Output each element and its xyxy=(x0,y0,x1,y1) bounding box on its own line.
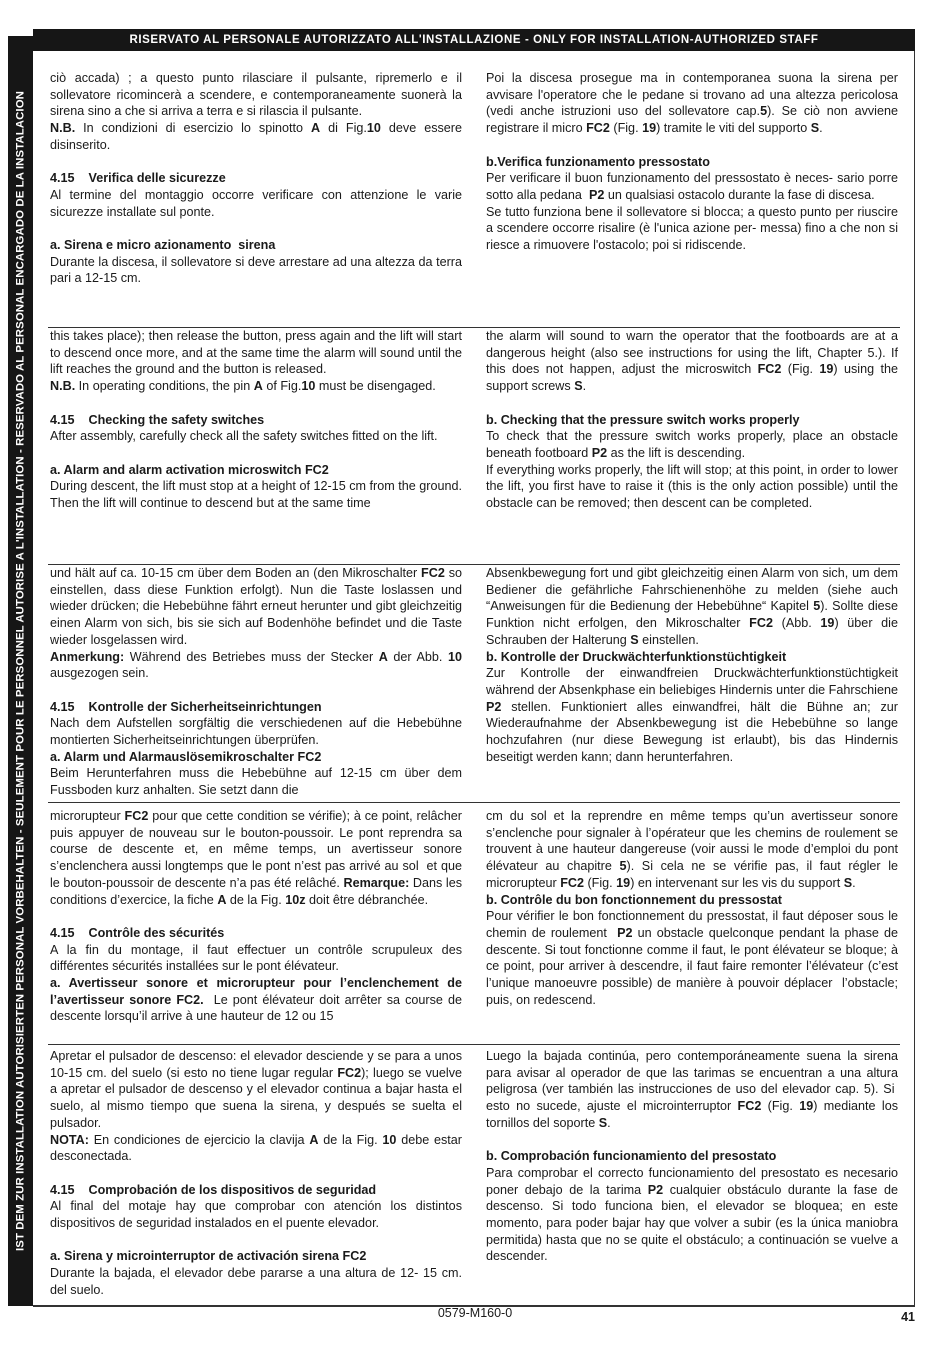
paragraph: Nach dem Aufstellen sorgfältig die verschiedenen auf die Hebebühne montierten Sicherheitseinrichtungen überprüfen. xyxy=(50,716,462,748)
section-heading: 4.15 Verifica delle sicurezze xyxy=(50,171,226,186)
paragraph: microrupteur FC2 pour que cette condition se vérifie); à ce point, relâcher puis appuyer de nouveau sur le bouton-poussoir. Le pont reprendra sa course de descente et, en même temps, un avertisseur sonore s’enclenchera aussi longtemps que le pont n’est pas arrivé au sol et que le bouton-poussoir de descente n’a pas été relâché. Remarque: Dans les conditions d’exercice, la fiche A de la Fig. 10z doit être débranchée. xyxy=(50,809,463,907)
paragraph: Para comprobar el correcto funcionamiento del presostato es necesario poner debajo de la tarima P2 cualquier obstáculo durante la fase de descenso. Si todo funciona bien, el elevador se bloquea; en este momento, para poder bajar hay que volver a subir (es la única maniobra permitida) hasta que no se quite el obstáculo; a continuación se vuelve a descender. xyxy=(486,1165,898,1264)
paragraph: If everything works properly, the lift will stop; at this point, in order to lower the lift, you first have to raise it (this is the only action possible) until the obstacle can be removed; then descent can be completed. xyxy=(486,462,898,511)
section-divider xyxy=(48,802,900,803)
section-heading: b. Comprobación funcionamiento del presostato xyxy=(486,1149,777,1164)
section-german-right-column xyxy=(486,565,898,765)
section-heading: b. Checking that the pressure switch works properly xyxy=(486,412,800,427)
paragraph-spacer xyxy=(486,1132,898,1149)
section-italian-left-column xyxy=(50,70,462,287)
paragraph-spacer xyxy=(50,220,462,237)
paragraph: Luego la bajada continúa, pero contemporáneamente suena la sirena para avisar al operador de que las tarimas se encuentran a una altura peligrosa (ver también las instrucciones de uso del elevador cap. 5). Si esto no sucede, ajuste el microinterruptor FC2 (Fig. 19) mediante los tornillos del soporte S. xyxy=(486,1049,898,1130)
section-french xyxy=(33,802,915,1042)
section-french-right-column xyxy=(486,808,898,1008)
section-divider xyxy=(48,1044,900,1045)
page-frame xyxy=(33,51,915,1307)
paragraph: Durante la discesa, il sollevatore si deve arrestare ad una altezza da terra pari a 12-15 cm. xyxy=(50,254,462,286)
paragraph: To check that the pressure switch works properly, place an obstacle beneath footboard P2 as the lift is descending. xyxy=(486,429,898,460)
paragraph: Al termine del montaggio occorre verificare con attenzione le varie sicurezze installate sul ponte. xyxy=(50,187,462,219)
page-number: 41 xyxy=(901,1310,915,1324)
paragraph-spacer xyxy=(50,395,462,412)
paragraph-spacer xyxy=(486,137,898,154)
section-spanish-right-column xyxy=(486,1048,898,1265)
section-english-right-column xyxy=(486,328,898,512)
section-english xyxy=(33,327,915,561)
paragraph: Zur Kontrolle der einwandfreien Druckwächterfunktionstüchtigkeit während der Absenkphase ein beliebiges Hindernis unter die Fahrschiene P2 stellen. Funktioniert alles einwandfrei, hält die Bühne an; zur Wiederaufnahme der Absenkbewegung ist die Hebebühne so lange hochzufahren (nur diese Bewegung ist erlaubt), bis das Hindernis beseitigt werden kann; dann herunterfahren. xyxy=(486,666,898,764)
paragraph: und hält auf ca. 10-15 cm über dem Boden an (den Mikroschalter FC2 so einstellen, dass diese Funktion erfolgt). Nun die Taste loslassen und wieder drücken; die Hebebühne fährt erneut herunter und gibt gleichzeitig einen Alarm von sich, bis sie sich auf Bodenhöhe befindet und die Taste wieder losgelassen wird. xyxy=(50,566,462,647)
paragraph: N.B. In operating conditions, the pin A of Fig.10 must be disengaged. xyxy=(50,379,436,394)
top-banner: RISERVATO AL PERSONALE AUTORIZZATO ALL'INSTALLAZIONE - ONLY FOR INSTALLATION-AUTHORIZED STAFF xyxy=(33,29,915,51)
paragraph: N.B. In condizioni di esercizio lo spinotto A di Fig.10 deve essere disinserito. xyxy=(50,121,463,152)
paragraph: Apretar el pulsador de descenso: el elevador desciende y se para a unos 10-15 cm. del suelo (si esto no tiene lugar regular FC2); luego se vuelve a apretar el pulsador de descenso y el elevador continua a bajar hasta el suelo, al mismo tiempo que suena la sirena, y después se suelta el pulsador. xyxy=(50,1049,463,1130)
paragraph: cm du sol et la reprendre en même temps qu’un avertisseur sonore s’enclenche pour signaler à l’opérateur que les chemins de roulement se trouvent à une hauteur dangereuse (voir aussi le mode d’emploi du pont élévateur au chapitre 5). Si cela ne se vérifie pas, il faut régler le microrupteur FC2 (Fig. 19) en intervenant sur les vis du support S. xyxy=(486,809,898,890)
paragraph-spacer xyxy=(50,445,462,462)
section-italian-right-column xyxy=(486,70,898,254)
section-spanish-left-column xyxy=(50,1048,462,1299)
paragraph-spacer xyxy=(486,395,898,412)
paragraph: the alarm will sound to warn the operator that the footboards are at a dangerous height (also see instructions for using the lift, Chapter 5.). If this does not happen, adjust the microswitch FC2 (Fig. 19) using the support screws S. xyxy=(486,329,898,394)
paragraph: Se tutto funziona bene il sollevatore si blocca; a questo punto per riuscire a scendere occorre risalire (è l'unica azione per- messa) fino a che non si riesce a rimuovere l'ostacolo; poi si ridiscende. xyxy=(486,204,898,253)
section-german-left-column xyxy=(50,565,462,799)
section-heading: b.Verifica funzionamento pressostato xyxy=(486,154,710,169)
paragraph: a. Avertisseur sonore et microrupteur pour l’enclenchement de l’avertisseur sonore FC2. Le pont élévateur doit arrêter sa course de descente lorsqu’il arrive à une hauteur de 12 ou 15 xyxy=(50,976,462,1024)
section-heading: b. Contrôle du bon fonctionnement du pressostat xyxy=(486,892,782,907)
section-heading: 4.15 Contrôle des sécurités xyxy=(50,925,225,940)
paragraph: Al final del motaje hay que comprobar con atención los distintos dispositivos de seguridad instalados en el puente elevador. xyxy=(50,1199,462,1231)
vertical-side-banner xyxy=(8,36,33,1306)
section-heading: b. Kontrolle der Druckwächterfunktionstüchtigkeit xyxy=(486,649,787,664)
paragraph: ciò accada) ; a questo punto rilasciare il pulsante, ripremerlo e il sollevatore ricomincerà a scendere, e contemporaneamente suonerà la sirena sino a che si arriva a terra e si rilascia il pulsante. xyxy=(50,71,462,119)
section-heading: a. Alarm and alarm activation microswitch FC2 xyxy=(50,462,329,477)
side-banner-text: IST DEM ZUR INSTALLATION AUTORISIERTEN PERSONAL VORBEHALTEN - SEULEMENT POUR LE PERSONNEL AUTORISE A L'INSTALLATION - RESERVADO AL PERSONAL ENCARGADO DE LA INSTALACION xyxy=(14,91,26,1251)
section-heading: a. Sirena y microinterruptor de activación sirena FC2 xyxy=(50,1249,367,1264)
paragraph: Anmerkung: Während des Betriebes muss der Stecker A der Abb. 10 ausgezogen sein. xyxy=(50,649,462,681)
section-heading: 4.15 Kontrolle der Sicherheitseinrichtungen xyxy=(50,699,322,714)
paragraph: After assembly, carefully check all the safety switches fitted on the lift. xyxy=(50,429,438,444)
paragraph-spacer xyxy=(50,1232,462,1249)
paragraph-spacer xyxy=(50,682,462,699)
paragraph: Beim Herunterfahren muss die Hebebühne auf 12-15 cm über dem Fussboden kurz anhalten. Sie setzt dann die xyxy=(50,766,462,798)
paragraph: During descent, the lift must stop at a height of 12-15 cm from the ground. Then the lift will continue to descend but at the same time xyxy=(50,479,462,510)
paragraph: A la fin du montage, il faut effectuer un contrôle scrupuleux des différentes sécurités installées sur le pont élévateur. xyxy=(50,942,462,974)
paragraph: NOTA: En condiciones de ejercicio la clavija A de la Fig. 10 debe estar desconectada. xyxy=(50,1132,462,1164)
paragraph: Durante la bajada, el elevador debe pararse a una altura de 12- 15 cm. del suelo. xyxy=(50,1266,462,1297)
section-heading: a. Alarm und Alarmauslösemikroschalter FC2 xyxy=(50,749,322,764)
section-heading: a. Sirena e micro azionamento sirena xyxy=(50,238,276,252)
section-english-left-column xyxy=(50,328,462,512)
paragraph: this takes place); then release the button, press again and the lift will start to descend once more, and at the same time the alarm will sound until the lift reaches the ground and the button is released. xyxy=(50,329,462,377)
section-spanish xyxy=(33,1044,915,1304)
paragraph: Per verificare il buon funzionamento del pressostato è neces- sario porre sotto alla pedana P2 un qualsiasi ostacolo durante la fase di discesa. xyxy=(486,171,898,202)
section-german xyxy=(33,564,915,800)
paragraph-spacer xyxy=(50,154,462,171)
document-code: 0579-M160-0 xyxy=(437,1306,513,1320)
paragraph: Poi la discesa prosegue ma in contemporanea suona la sirena per avvisare l'operatore che le pedane si trovano ad una altezza pericolosa (vedi anche istruzioni uso del sollevatore cap.5). Se ciò non avviene registrare il micro FC2 (Fig. 19) tramite le viti del supporto S. xyxy=(486,71,898,136)
section-italian xyxy=(33,70,915,326)
section-french-left-column xyxy=(50,808,462,1025)
paragraph-spacer xyxy=(50,908,462,925)
paragraph: Pour vérifier le bon fonctionnement du pressostat, il faut déposer sous le chemin de roulement P2 un obstacle quelconque pendant la phase de descente. Si tout fonctionne comme il faut, le pont élévateur se bloque; à ce point, pour arriver à descendre, il faut faire remonter l’élévateur (c’est l’unique manoeuvre possible) de manière à pouvoir déplacer l’obstacle; puis, on redescend. xyxy=(486,909,898,1007)
section-heading: 4.15 Checking the safety switches xyxy=(50,412,265,427)
section-heading: 4.15 Comprobación de los dispositivos de seguridad xyxy=(50,1182,377,1197)
paragraph: Absenkbewegung fort und gibt gleichzeitig einen Alarm von sich, um dem Bediener die gefährliche Fahrschienenhöhe zu melden (siehe auch “Anweisungen für die Bedienung der Hebebühne“ Kapitel 5). Sollte diese Funktion nicht erfolgen, den Mikroschalter FC2 (Abb. 19) über die Schrauben der Halterung S einstellen. xyxy=(486,566,898,647)
paragraph-spacer xyxy=(50,1165,462,1182)
